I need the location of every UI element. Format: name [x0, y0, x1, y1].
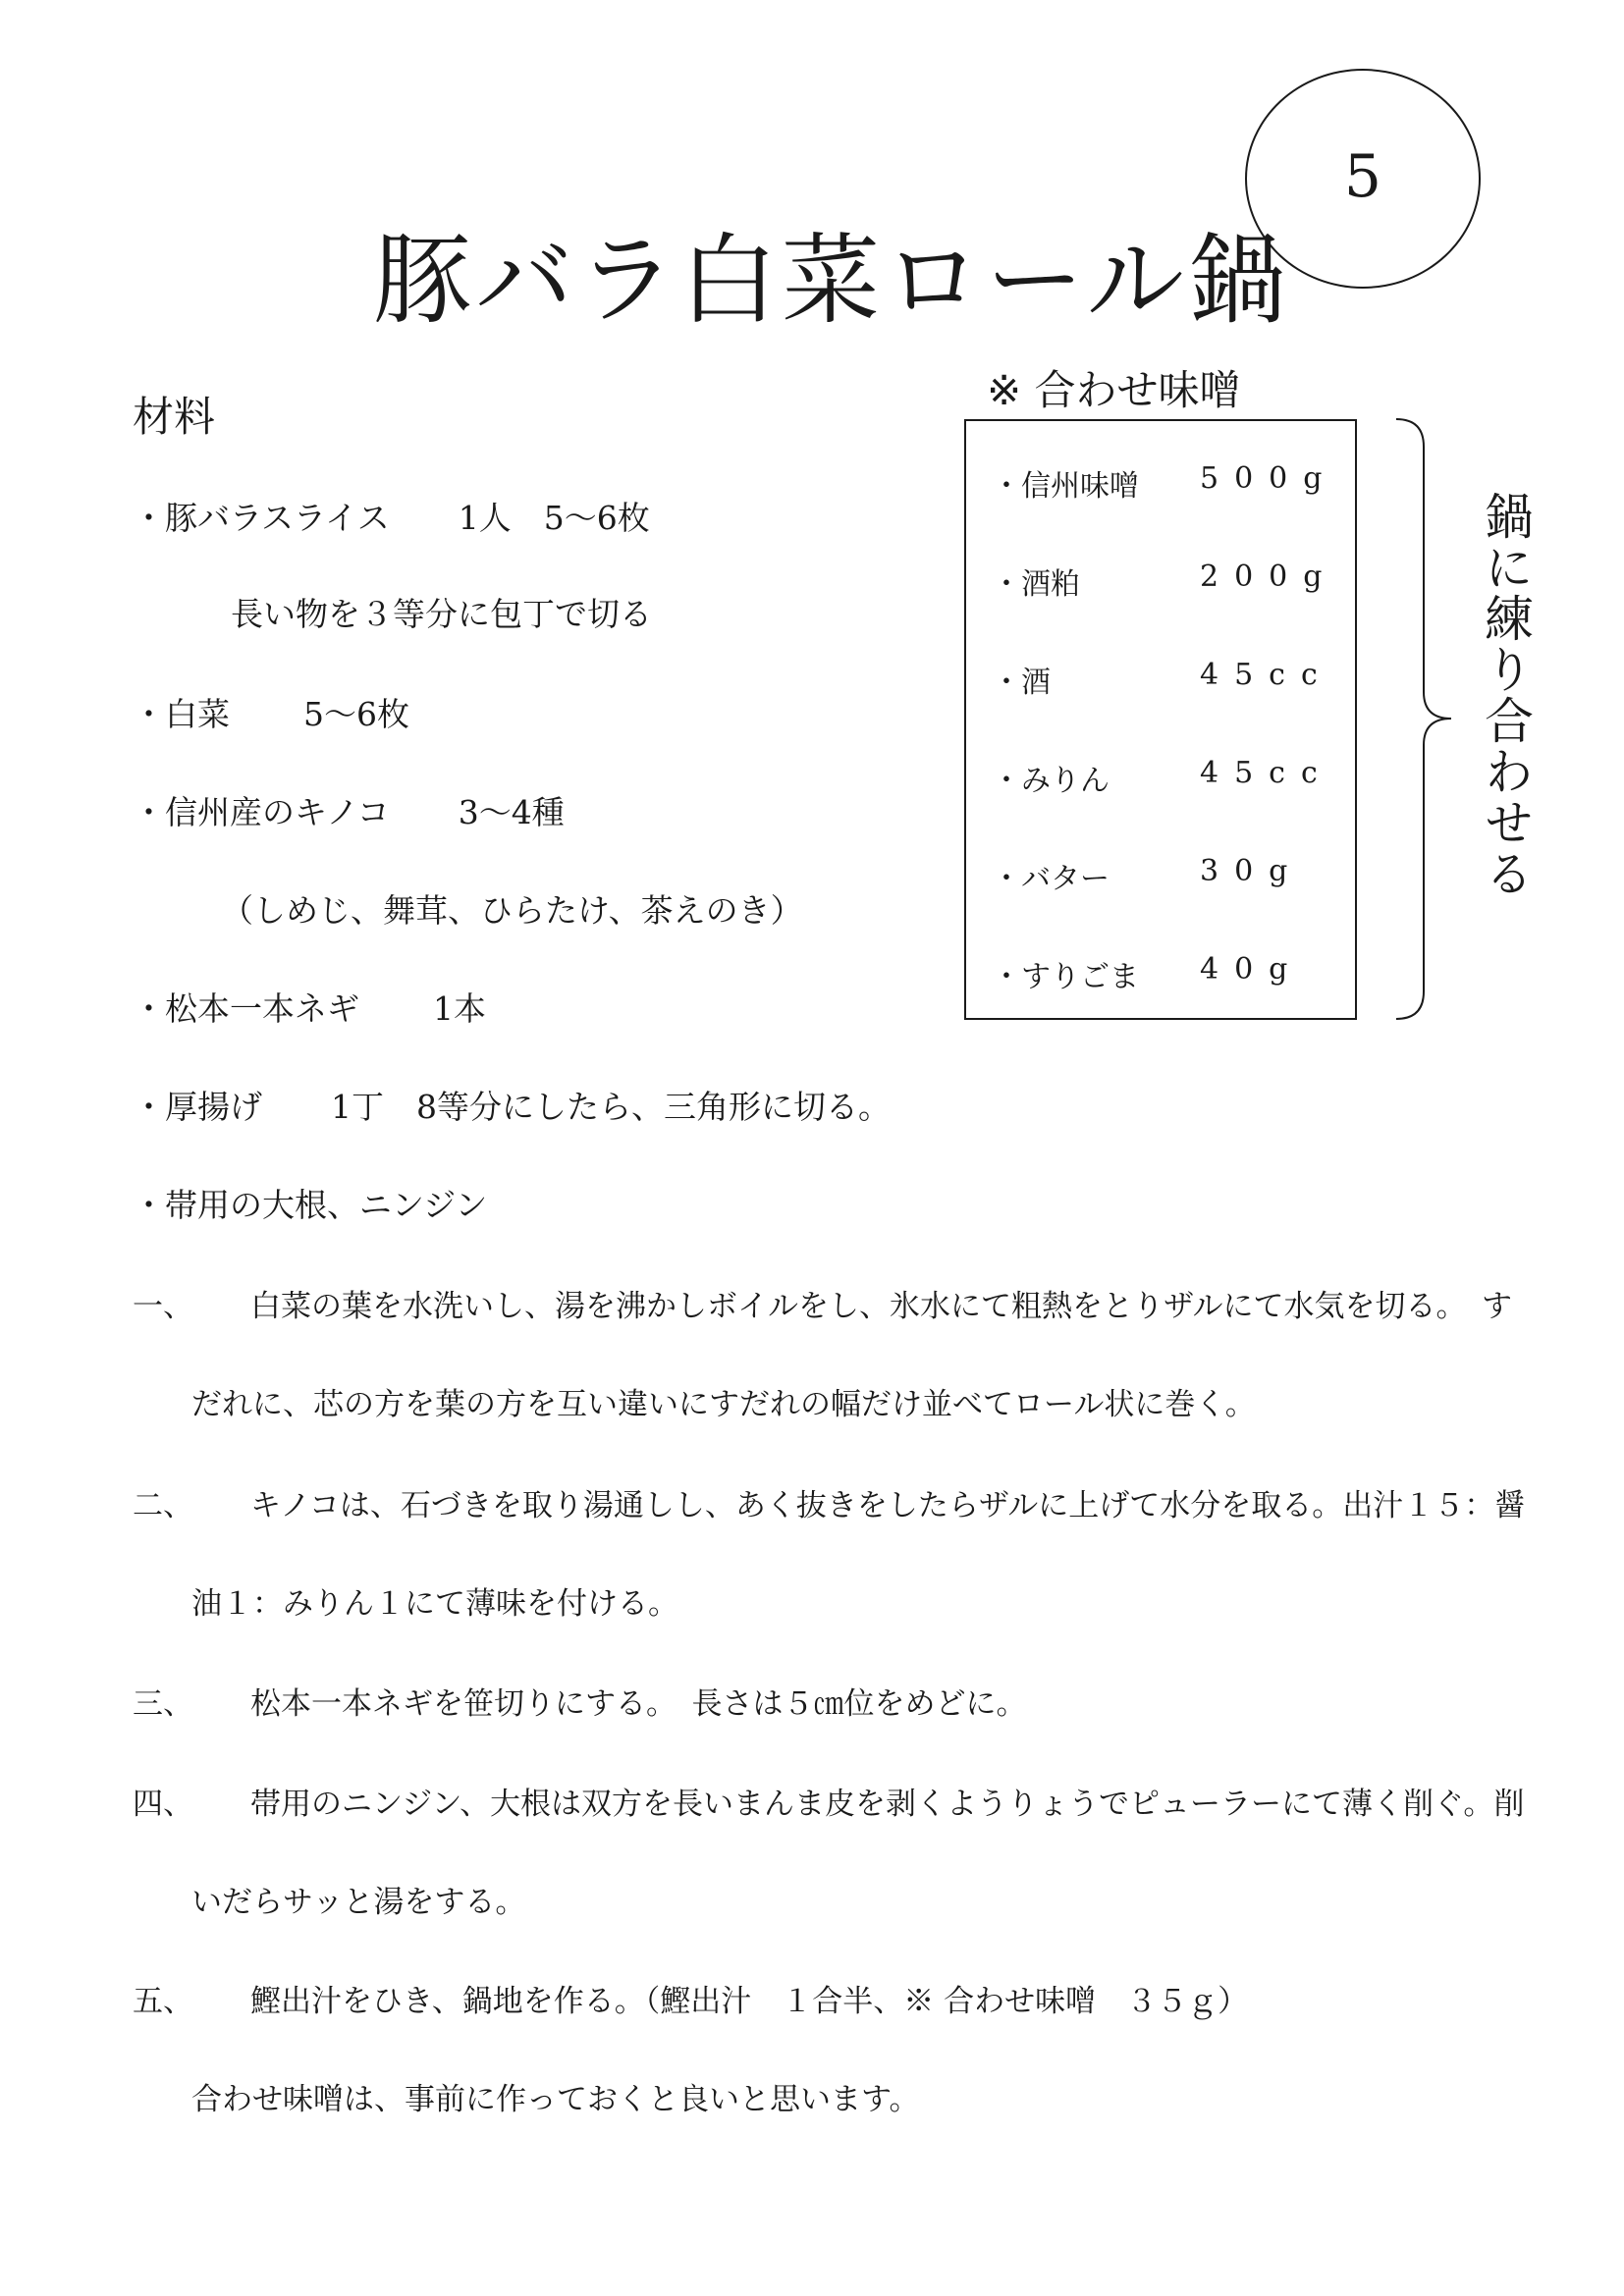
- ingredient-mushrooms: [133, 787, 565, 833]
- ingredient-name: ・白菜: [133, 695, 230, 733]
- step-number: 二、: [133, 1488, 193, 1523]
- mix-item-name: ・バター: [992, 862, 1110, 896]
- ingredient-amount: 1人 5～6枚: [458, 499, 650, 537]
- mix-miso-box: [964, 419, 1357, 1020]
- step-text: 松本一本ネギを笹切りにする。 長さは５㎝位をめどに。: [250, 1686, 1027, 1722]
- mix-item-name: ・すりごま: [992, 960, 1139, 994]
- ingredient-name: ・信州産のキノコ: [133, 793, 390, 831]
- step-number: 一、: [133, 1289, 193, 1324]
- ingredient-fried-tofu: [133, 1082, 891, 1128]
- ingredient-name: ・豚バラスライス: [133, 499, 390, 537]
- step-text: いだらサッと湯をする。: [191, 1885, 526, 1920]
- step-text: 白菜の葉を水洗いし、湯を沸かしボイルをし、氷水にて粗熱をとりザルにて水気を切る。 す: [250, 1289, 1512, 1324]
- step-text: 鰹出汁をひき、鍋地を作る。（鰹出汁 １合半、※ 合わせ味噌 ３５ｇ）: [250, 1984, 1249, 2019]
- mix-item-name: ・みりん: [992, 764, 1110, 798]
- mix-item-amount: 500g: [1200, 461, 1338, 496]
- mix-miso-heading: ※ 合わせ味噌: [987, 366, 1241, 414]
- ingredient-note: 長い物を３等分に包丁で切る: [231, 595, 652, 633]
- step-number: 五、: [133, 1984, 193, 2019]
- mix-miso-side-note: 鍋に練り合わせる: [1477, 491, 1534, 899]
- page-title: 豚バラ白菜ロール鍋: [373, 223, 1290, 338]
- ingredient-note: （しめじ、舞茸、ひらたけ、茶えのき）: [221, 891, 803, 930]
- page-number: 5: [1343, 142, 1382, 211]
- materials-heading: 材料: [133, 393, 216, 441]
- ingredient-napa-cabbage: [133, 689, 409, 735]
- ingredient-daikon-carrot: [133, 1180, 487, 1226]
- mix-item-amount: 40g: [1200, 952, 1304, 987]
- ingredient-amount: 1丁 8等分にしたら、三角形に切る。: [331, 1088, 891, 1126]
- mix-item-name: ・酒: [992, 666, 1051, 700]
- step-number: 三、: [133, 1686, 193, 1722]
- step-text: 帯用のニンジン、大根は双方を長いまんま皮を剥くようりょうでピューラーにて薄く削ぐ。削: [250, 1787, 1525, 1822]
- mix-item-amount: 45cc: [1200, 658, 1333, 692]
- mix-item-amount: 30g: [1200, 854, 1304, 888]
- ingredient-amount: 3～4種: [458, 793, 565, 831]
- step-number: 四、: [133, 1787, 193, 1822]
- step-text: だれに、芯の方を葉の方を互い違いにすだれの幅だけ並べてロール状に巻く。: [191, 1387, 1256, 1422]
- mix-item-amount: 200g: [1200, 560, 1338, 594]
- ingredient-amount: 1本: [433, 989, 486, 1028]
- ingredient-name: ・松本一本ネギ: [133, 989, 359, 1028]
- ingredient-name: ・帯用の大根、ニンジン: [133, 1186, 488, 1224]
- ingredient-amount: 5～6枚: [303, 695, 409, 733]
- step-text: 油１：みりん１にて薄味を付ける。: [191, 1586, 678, 1622]
- ingredient-leek: [133, 984, 486, 1030]
- step-text: 合わせ味噌は、事前に作っておくと良いと思います。: [191, 2082, 920, 2117]
- curly-brace: [1394, 417, 1473, 1021]
- mix-item-name: ・信州味噌: [992, 469, 1139, 504]
- mix-item-name: ・酒粕: [992, 567, 1080, 602]
- ingredient-name: ・厚揚げ: [133, 1088, 262, 1126]
- ingredient-pork-belly: [133, 493, 650, 539]
- step-text: キノコは、石づきを取り湯通しし、あく抜きをしたらザルに上げて水分を取る。出汁１５：醤: [250, 1488, 1526, 1523]
- mix-item-amount: 45cc: [1200, 756, 1333, 790]
